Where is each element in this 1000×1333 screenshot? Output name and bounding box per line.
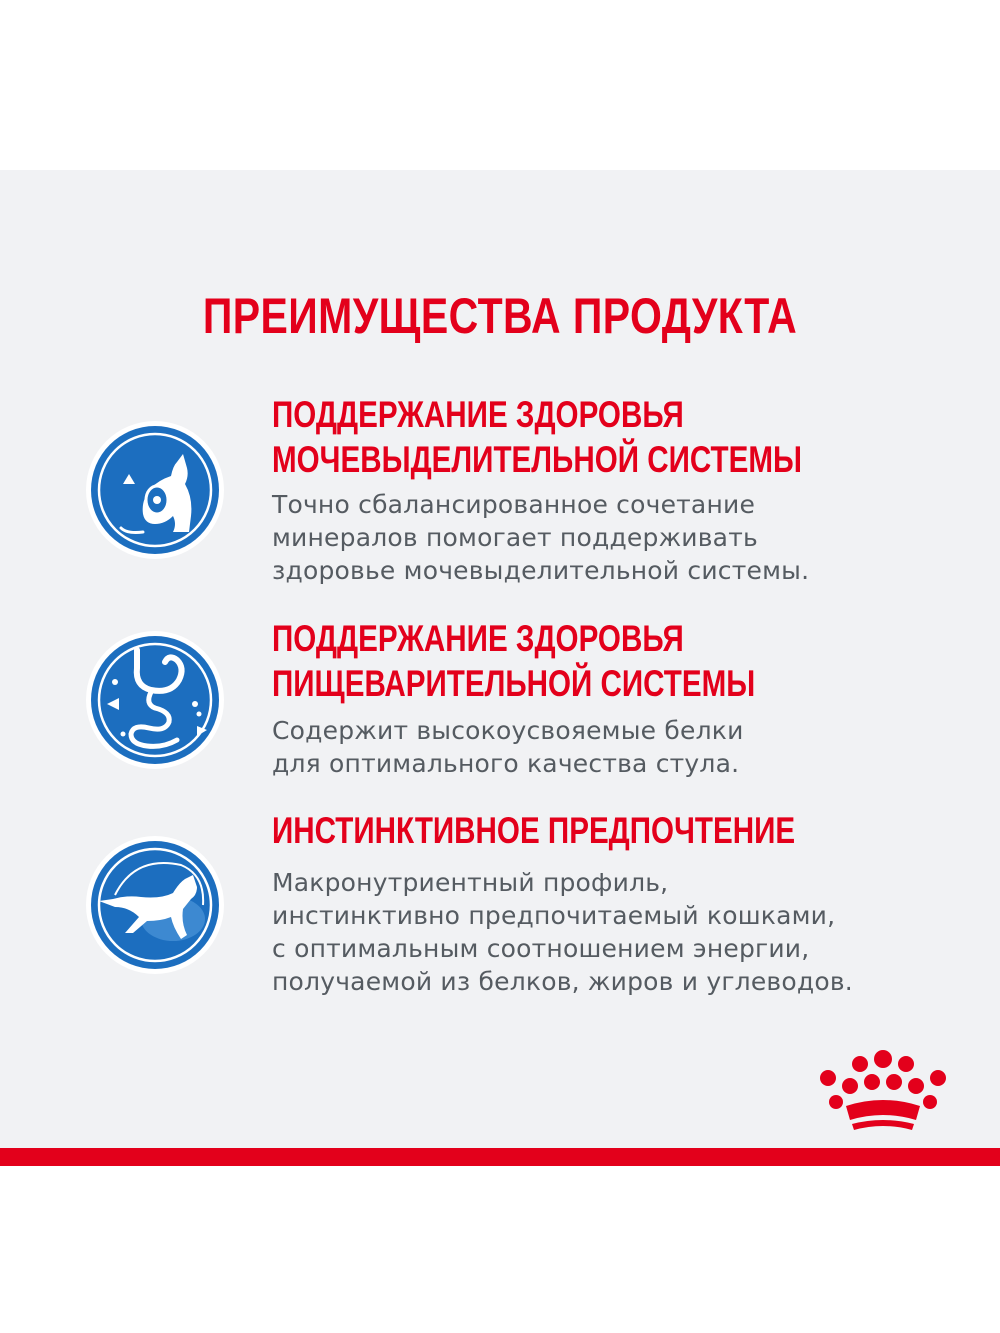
bottom-red-bar	[0, 1148, 1000, 1166]
benefit-2-heading	[272, 616, 755, 706]
benefit-1-heading	[272, 392, 802, 482]
benefit-3-text-line-1: Макронутриентный профиль,	[272, 868, 669, 897]
benefit-3-text-line-4: получаемой из белков, жиров и углеводов.	[272, 967, 853, 996]
benefit-1-text-line-3: здоровье мочевыделительной системы.	[272, 556, 810, 585]
benefit-1-text-line-1: Точно сбалансированное сочетание	[272, 490, 756, 519]
digestive-system-icon	[85, 630, 225, 770]
benefit-3-text	[272, 866, 853, 998]
cat-kidney-icon	[85, 420, 225, 560]
benefit-2-text-line-1: Содержит высокоусвояемые белки	[272, 716, 744, 745]
benefit-2-heading-line-2: ПИЩЕВАРИТЕЛЬНОЙ СИСТЕМЫ	[272, 663, 756, 704]
benefit-1-text	[272, 488, 809, 587]
benefit-1-heading-line-2: МОЧЕВЫДЕЛИТЕЛЬНОЙ СИСТЕМЫ	[272, 439, 802, 480]
running-cat-icon	[85, 835, 225, 975]
benefit-1-heading-line-1: ПОДДЕРЖАНИЕ ЗДОРОВЬЯ	[272, 394, 684, 435]
benefit-3-heading-line-1: ИНСТИНКТИВНОЕ ПРЕДПОЧТЕНИЕ	[272, 810, 796, 851]
page-title: ПРЕИМУЩЕСТВА ПРОДУКТА	[202, 288, 798, 344]
benefit-3-heading	[272, 808, 795, 853]
benefit-3-text-line-3: с оптимальным соотношением энергии,	[272, 934, 810, 963]
benefit-2-heading-line-1: ПОДДЕРЖАНИЕ ЗДОРОВЬЯ	[272, 618, 684, 659]
royal-canin-crown-logo	[812, 1048, 954, 1134]
benefit-2-text-line-2: для оптимального качества стула.	[272, 749, 740, 778]
benefit-1-text-line-2: минералов помогает поддерживать	[272, 523, 758, 552]
benefit-2-text	[272, 714, 744, 780]
benefit-3-text-line-2: инстинктивно предпочитаемый кошками,	[272, 901, 836, 930]
